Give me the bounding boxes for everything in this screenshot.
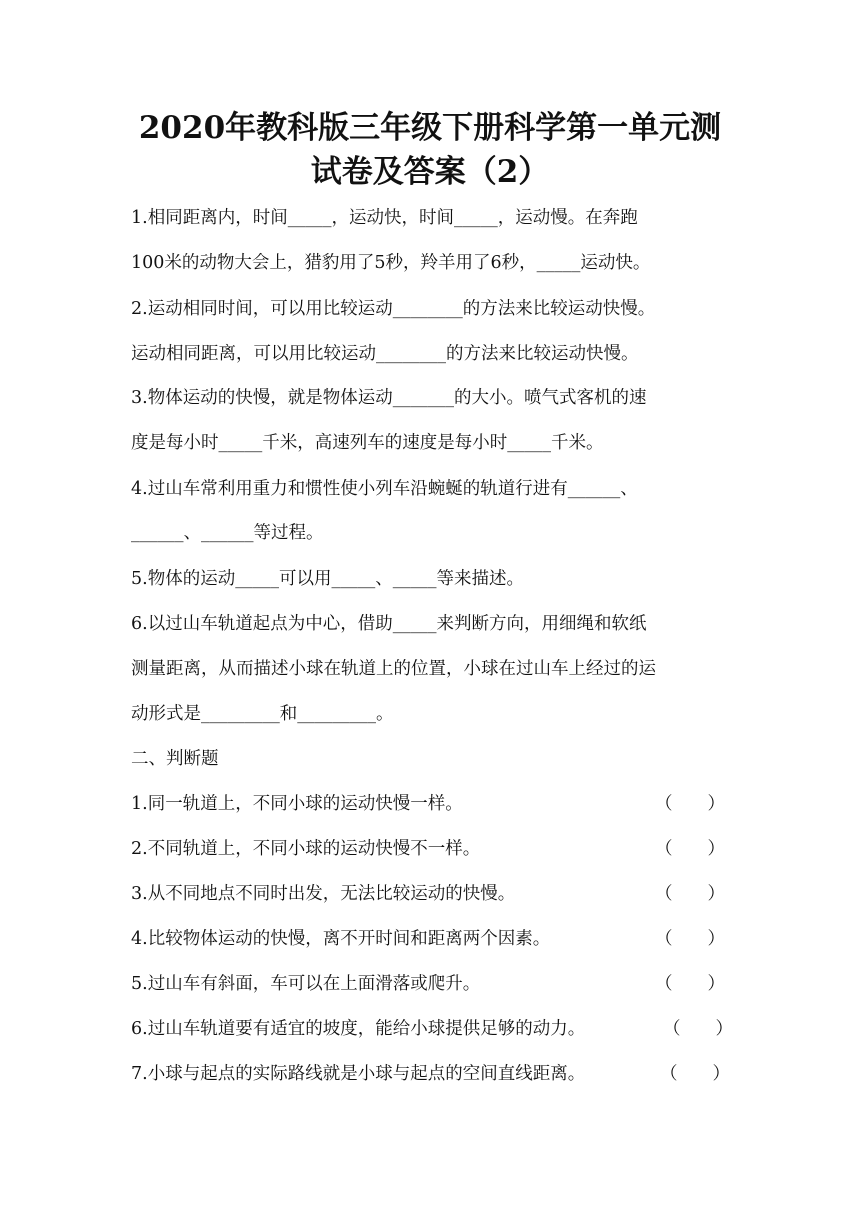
fill-line: ______、______等过程。 xyxy=(131,523,324,543)
judge-item: 5.过山车有斜面，车可以在上面滑落或爬升。 xyxy=(131,974,481,994)
answer-paren: （ ） xyxy=(655,884,725,904)
answer-paren: （ ） xyxy=(660,1064,730,1084)
answer-paren: （ ） xyxy=(663,1019,733,1039)
answer-paren: （ ） xyxy=(655,839,725,859)
fill-line: 运动相同距离，可以用比较运动________的方法来比较运动快慢。 xyxy=(131,344,639,364)
fill-line: 4.过山车常利用重力和惯性使小列车沿蜿蜒的轨道行进有______、 xyxy=(131,479,638,499)
fill-line: 6.以过山车轨道起点为中心，借助_____来判断方向，用细绳和软纸 xyxy=(131,614,647,634)
fill-line: 度是每小时_____千米，高速列车的速度是每小时_____千米。 xyxy=(131,433,604,453)
fill-line: 动形式是_________和_________。 xyxy=(131,704,394,724)
judge-item: 6.过山车轨道要有适宜的坡度，能给小球提供足够的动力。 xyxy=(131,1019,586,1039)
page-title-line2: 试卷及答案（2） xyxy=(310,154,550,190)
section-heading: 二、判断题 xyxy=(131,749,219,769)
fill-line: 5.物体的运动_____可以用_____、_____等来描述。 xyxy=(131,569,524,589)
judge-item: 3.从不同地点不同时出发，无法比较运动的快慢。 xyxy=(131,884,516,904)
fill-line: 2.运动相同时间，可以用比较运动________的方法来比较运动快慢。 xyxy=(131,299,656,319)
fill-line: 测量距离，从而描述小球在轨道上的位置，小球在过山车上经过的运 xyxy=(131,659,656,679)
fill-line: 1.相同距离内，时间_____，运动快，时间_____，运动慢。在奔跑 xyxy=(131,208,638,228)
judge-item: 1.同一轨道上，不同小球的运动快慢一样。 xyxy=(131,794,463,814)
judge-item: 7.小球与起点的实际路线就是小球与起点的空间直线距离。 xyxy=(131,1064,586,1084)
judge-item: 4.比较物体运动的快慢，离不开时间和距离两个因素。 xyxy=(131,929,551,949)
answer-paren: （ ） xyxy=(655,794,725,814)
fill-line: 100米的动物大会上，猎豹用了5秒，羚羊用了6秒，_____运动快。 xyxy=(131,253,651,273)
judge-item: 2.不同轨道上，不同小球的运动快慢不一样。 xyxy=(131,839,481,859)
answer-paren: （ ） xyxy=(655,929,725,949)
answer-paren: （ ） xyxy=(655,974,725,994)
fill-line: 3.物体运动的快慢，就是物体运动_______的大小。喷气式客机的速 xyxy=(131,388,647,408)
page-title-line1: 2020年教科版三年级下册科学第一单元测 xyxy=(138,110,722,146)
